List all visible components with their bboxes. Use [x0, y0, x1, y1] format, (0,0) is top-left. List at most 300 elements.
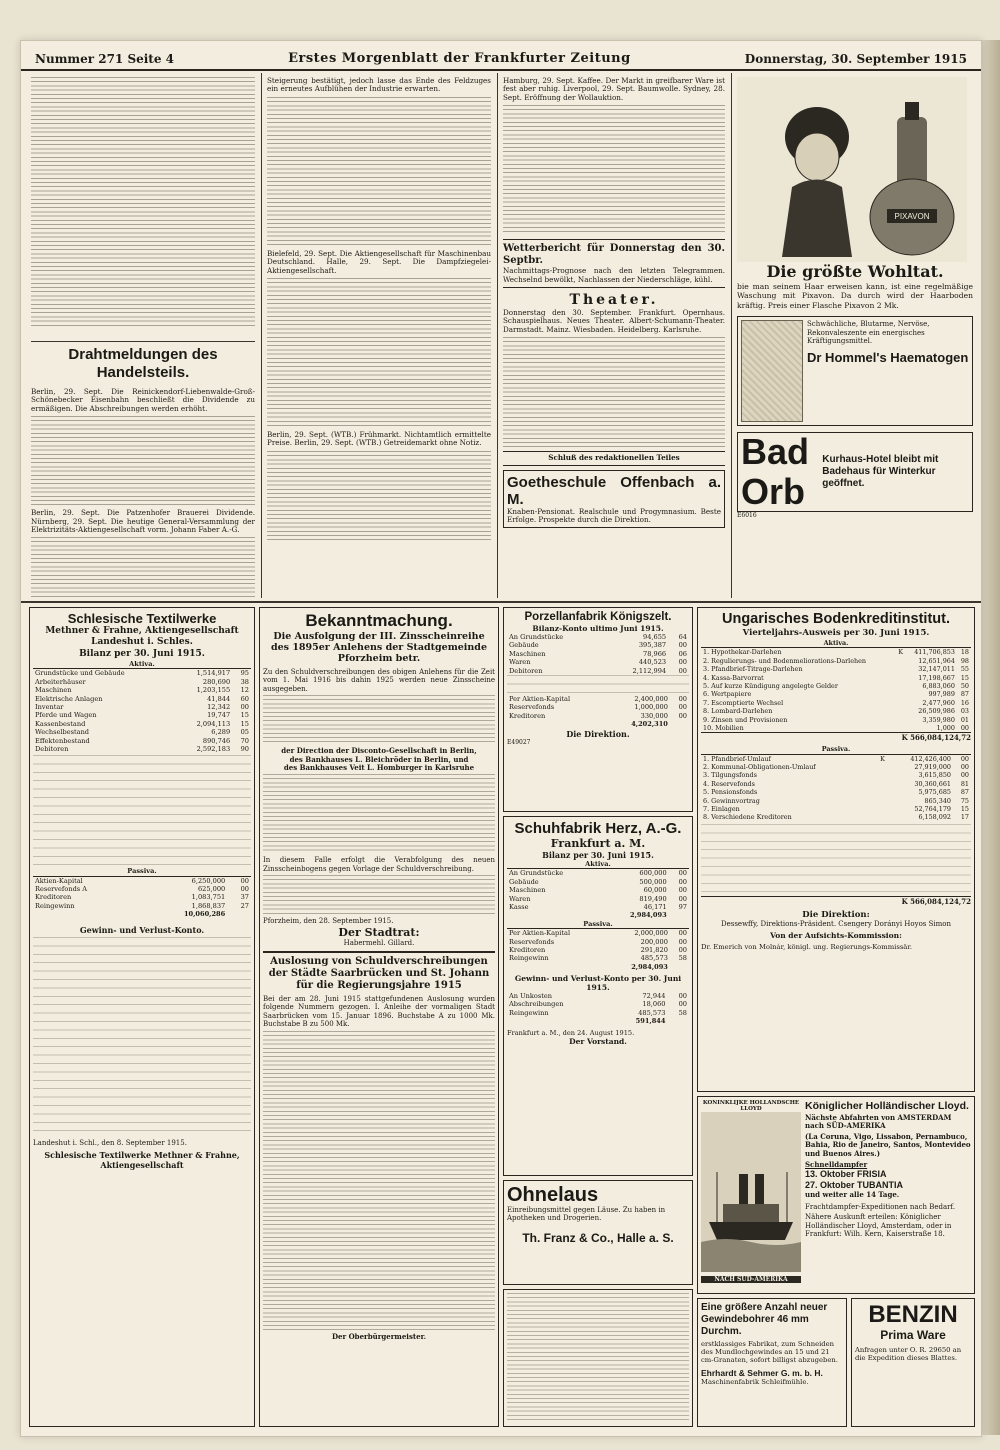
row-value: 00 — [678, 869, 687, 878]
row-value: 06 — [678, 649, 687, 658]
pl-heading: Gewinn- und Verlust-Konto per 30. Juni 1915. — [514, 974, 682, 993]
column-4-ads — [737, 77, 973, 597]
pixavon-caption: Die größte Wohltat. — [766, 262, 944, 281]
commission-signer: Dr. Emerich von Molnár, königl. ung. Regierungs-Kommissär. — [701, 942, 913, 951]
row-value — [874, 771, 887, 779]
row-value: 6,289 — [211, 728, 231, 737]
signatory-names: Habermehl. Gillard. — [343, 938, 415, 947]
notice-title: Bekanntmachung. — [305, 611, 453, 630]
table-row — [33, 669, 251, 678]
table-row — [33, 728, 251, 736]
newspaper-title: Erstes Morgenblatt der Frankfurter Zeitung — [288, 51, 631, 66]
row-label: 5. Auf kurze Kündigung angelegte Gelder — [703, 681, 838, 690]
table-row — [701, 665, 971, 673]
row-value: 87 — [960, 788, 969, 797]
row-label: Debitoren — [509, 666, 543, 675]
row-label: 2. Regulierungs- und Bodenmeliorations-Darlehen — [703, 656, 867, 665]
row-value: 1,000 — [936, 723, 955, 732]
row-value: 12,342 — [207, 702, 231, 711]
company-location: Landeshut i. Schles. — [91, 637, 193, 647]
row-value — [895, 699, 905, 707]
table-row — [701, 788, 971, 796]
misc-classifieds — [503, 1289, 693, 1427]
table-row — [701, 771, 971, 779]
row-value — [895, 665, 905, 673]
row-value: 50 — [960, 681, 969, 690]
column-rule — [261, 73, 262, 598]
balance-heading: Bilanz-Konto ultimo Juni 1915. — [532, 624, 664, 633]
row-value: 440,523 — [638, 658, 667, 667]
benzin-text: Anfragen unter O. R. 29650 an die Expedition dieses Blattes. — [855, 1346, 962, 1363]
departure-item: 13. Oktober FRISIA — [805, 1169, 887, 1180]
row-label: 9. Zinsen und Provisionen — [703, 715, 788, 724]
table-row — [33, 885, 251, 893]
row-label: Elektrische Anlagen — [35, 694, 103, 703]
row-value — [895, 674, 905, 682]
table-row — [507, 903, 689, 911]
table-row — [701, 763, 971, 771]
row-value: 94,655 — [643, 633, 667, 641]
news-paragraph: Bielefeld, 29. Sept. Die Aktiengesellschaft für Maschinenbau Deutschland. Halle, 29. Sept. Die Dampfziegelei-Aktiengesellschaft. — [267, 248, 491, 275]
row-value: 500,000 — [639, 877, 667, 886]
tool-ad-firm: Ehrhardt & Sehmer G. m. b. H. — [701, 1367, 823, 1378]
agent-info: Nähere Auskunft erteilen: Königlicher Holländischer Lloyd, Amsterdam, oder in Frankfurt: Wilh. Kern, Kaiserstraße 18. — [805, 1213, 952, 1239]
row-label: 7. Einlagen — [703, 805, 740, 814]
row-value: 395,387 — [638, 641, 667, 650]
row-label: 3. Tilgungsfonds — [703, 771, 757, 780]
table-row — [507, 658, 689, 666]
row-value: 00 — [960, 723, 969, 732]
row-value: 3,359,980 — [922, 715, 955, 724]
row-value: 00 — [678, 992, 687, 1001]
table-total: 591,844 — [635, 1017, 666, 1026]
balance-table-aktiva — [33, 660, 251, 753]
row-value: 00 — [678, 877, 687, 886]
ad-code: E49027 — [507, 738, 531, 746]
product-text: Einreibungsmittel gegen Läuse. Zu haben in Apotheken und Drogerien. — [507, 1206, 666, 1223]
row-value: 64 — [678, 633, 687, 641]
table-row — [507, 869, 689, 878]
row-value: 00 — [678, 929, 687, 938]
row-value: 291,820 — [640, 945, 668, 954]
row-label: Abschreibungen — [509, 1000, 564, 1009]
row-value: 16 — [960, 698, 969, 707]
table-header: Passiva. — [701, 745, 971, 754]
company-location: Frankfurt a. M. — [550, 837, 646, 850]
row-value: 19,747 — [207, 711, 231, 720]
news-paragraph: Berlin, 29. Sept. Die Patzenhofer Brauerei Dividende. Nürnberg, 29. Sept. Die heutige General-Versammlung der Elektrizitäts-Aktiengesellschaft vorm. Johann Faber A.-G. — [31, 508, 255, 535]
row-value: 00 — [678, 886, 687, 895]
table-row — [507, 667, 689, 675]
row-value: 03 — [960, 707, 969, 716]
express-steamer-label: Schnelldampfer — [805, 1160, 868, 1170]
table-row — [701, 657, 971, 665]
row-value: 600,000 — [639, 869, 667, 878]
route-banner: NACH SÜD-AMERIKA — [701, 1276, 801, 1283]
table-row — [507, 895, 689, 903]
editorial-end-note: Schluß des redaktionellen Teiles — [503, 451, 725, 465]
bekanntmachung-notice — [259, 607, 499, 1427]
row-value — [874, 780, 887, 788]
row-value: 00 — [240, 876, 249, 885]
table-header: Passiva. — [33, 867, 251, 876]
row-value: 26,509,986 — [918, 707, 955, 716]
table-total: 4,202,310 — [631, 720, 668, 729]
column-rule — [497, 73, 498, 598]
row-value: 1,000,000 — [634, 703, 668, 712]
news-paragraph: Hamburg, 29. Sept. Kaffee. Der Markt in greifbarer Ware ist fest aber ruhig. Liverpool, 29. Sept. Baumwolle. Sydney, 28. Sept. Eröffnung der Wollauktion. — [503, 77, 725, 102]
lottery-title: Auslosung von Schuldverschreibungen der Städte Saarbrücken und St. Johann für die Regierungsjahre 1915 — [268, 956, 490, 992]
row-value: 58 — [678, 1008, 687, 1017]
row-label: 10. Mobilien — [703, 723, 744, 732]
row-value — [874, 788, 887, 796]
bank-name: des Bankhauses L. Bleichröder in Berlin, und — [289, 754, 469, 764]
notice-place-date: Pforzheim, den 28. September 1915. — [263, 917, 394, 926]
company-title: Schuhfabrik Herz, A.-G. — [514, 820, 682, 837]
table-row — [507, 695, 689, 703]
school-ad-title: Goetheschule Offenbach a. M. — [507, 473, 721, 508]
row-label: Pferde und Wagen — [35, 711, 97, 720]
row-label: Waren — [509, 894, 531, 903]
row-label: Effektenbestand — [35, 736, 90, 745]
table-total: K 566,084,124,72 — [701, 896, 971, 906]
row-label: 1. Pfandbrief-Umlauf — [703, 754, 771, 763]
commission-heading: Von der Aufsichts-Kommission: — [770, 930, 902, 940]
row-value: 00 — [678, 666, 687, 675]
table-row — [507, 1009, 689, 1017]
row-label: 6. Wertpapiere — [703, 690, 752, 699]
balance-table-passiva — [33, 867, 251, 918]
row-label: Per Aktien-Kapital — [509, 694, 571, 703]
row-value: 00 — [678, 945, 687, 954]
row-value: 1,868,837 — [191, 901, 226, 910]
row-value: 41,844 — [207, 694, 231, 703]
row-value: 819,490 — [639, 894, 667, 903]
row-label: Maschinen — [509, 886, 546, 895]
table-row — [33, 893, 251, 901]
row-value: 5,975,685 — [918, 788, 951, 797]
company-title: Ungarisches Bodenkreditinstitut. — [721, 611, 950, 627]
news-paragraph: Berlin, 29. Sept. (WTB.) Frühmarkt. Nichtamtlich ermittelte Preise. Berlin, 29. Sept. (WTB.) Getreidemarkt ohne Notiz. — [267, 430, 491, 448]
hommel-title: Dr Hommel's Haematogen — [807, 350, 969, 365]
row-value: 625,000 — [197, 885, 226, 894]
balance-heading: Bilanz per 30. Juni 1915. — [542, 850, 654, 860]
row-value: 411,706,853 — [914, 648, 955, 657]
table-row — [701, 707, 971, 715]
row-label: Reservefonds — [509, 937, 555, 946]
row-label: Per Aktien-Kapital — [509, 929, 571, 938]
pixavon-illustration — [737, 77, 967, 262]
row-value — [874, 805, 887, 813]
table-row — [33, 686, 251, 694]
row-value: 12,651,964 — [918, 656, 955, 665]
table-header: Passiva. — [507, 920, 689, 929]
row-label: Grundstücke und Gebäude — [35, 669, 125, 678]
table-row — [701, 780, 971, 788]
row-value: 30,360,661 — [914, 779, 951, 788]
table-row — [507, 938, 689, 946]
row-value: 3,615,850 — [918, 771, 951, 780]
table-row — [507, 946, 689, 954]
row-value: 27 — [240, 901, 249, 910]
table-row — [507, 650, 689, 658]
row-value: 2,000,000 — [634, 929, 668, 938]
table-row — [701, 682, 971, 690]
row-label: 5. Pensionsfonds — [703, 788, 758, 797]
tool-ad-firm-sub: Maschinenfabrik Schleifmühle. — [701, 1377, 809, 1386]
table-row — [33, 678, 251, 686]
page-header — [21, 41, 981, 71]
table-total: 2,984,093 — [631, 962, 668, 971]
row-value: 00 — [678, 641, 687, 650]
issue-date: Donnerstag, 30. September 1915 — [744, 52, 967, 66]
row-value: 15 — [240, 711, 249, 720]
ad-code: E6016 — [737, 512, 757, 520]
company-subtitle: Methner & Frahne, Aktiengesellschaft — [45, 626, 239, 636]
tool-ad-text: erstklassiges Fabrikat, zum Schneiden des Mundlochgewindes an 15 und 21 cm-Granaten, sofort billigst abzugeben. — [701, 1340, 838, 1365]
row-value: 865,340 — [924, 796, 951, 805]
row-value — [895, 657, 905, 665]
porzellanfabrik-ad — [503, 607, 693, 812]
notice-subtitle: Die Ausfolgung der III. Zinsscheinreihe des 1895er Anlehens der Stadtgemeinde Pforzheim betr. — [270, 631, 487, 664]
shipping-company-title: Königlicher Holländischer Lloyd. — [805, 1100, 969, 1112]
row-value: 27,919,000 — [914, 763, 951, 772]
row-label: Kreditoren — [509, 945, 546, 954]
theater-listing: Donnerstag den 30. September. Frankfurt. Opernhaus. Schauspielhaus. Neues Theater. Albert-Schumann-Theater. Darmstadt. Mainz. Wiesbaden. Heidelberg. Karlsruhe. — [503, 308, 725, 334]
row-value: 6,158,092 — [918, 813, 951, 822]
row-value: 01 — [960, 715, 969, 724]
row-label: Gebäude — [509, 641, 539, 650]
table-total: K 566,084,124,72 — [701, 732, 971, 742]
departure-frequency: und weiter alle 14 Tage. — [805, 1190, 900, 1200]
bad-orb-text: Kurhaus-Hotel bleibt mit Badehaus für Winterkur geöffnet. — [822, 454, 939, 490]
column-rule — [731, 73, 732, 598]
row-value: 18,060 — [642, 1000, 666, 1009]
row-value: 72,944 — [642, 992, 666, 1001]
direktion-names: Dessewffy, Direktions-Präsident. Csengery Dorányi Hoyos Simon — [720, 919, 951, 928]
weather-text: Nachmittags-Prognose nach den letzten Telegrammen. Wechselnd bewölkt, Nachlassen der Niederschläge, kühl. — [503, 266, 725, 284]
signoff-place: Frankfurt a. M., den 24. August 1915. — [507, 1028, 635, 1037]
column-1 — [31, 77, 255, 597]
news-paragraph: Steigerung bestätigt, jedoch lasse das Ende des Feldzuges ein erneutes Aufblühen der Industrie erwarten. — [267, 77, 491, 94]
lottery-signatory: Der Oberbürgermeister. — [331, 1331, 427, 1341]
row-value: 00 — [678, 703, 687, 712]
row-label: Wechselbestand — [35, 728, 90, 737]
row-value: 81 — [960, 779, 969, 788]
row-value: 485,573 — [640, 954, 668, 963]
row-label: Maschinen — [35, 686, 72, 695]
row-value: 2,094,113 — [196, 719, 231, 728]
row-value: 37 — [240, 893, 249, 902]
row-label: 2. Kommunal-Obligationen-Umlauf — [703, 763, 816, 772]
page-edge — [982, 40, 1000, 1435]
row-value: 60,000 — [643, 886, 667, 895]
row-value: 98 — [960, 656, 969, 665]
row-label: 8. Verschiedene Kreditoren — [703, 813, 792, 822]
company-title: Porzellanfabrik Königszelt. — [524, 611, 672, 623]
row-value: 1,203,155 — [196, 686, 231, 695]
row-value: 18 — [960, 648, 969, 657]
notice-signatory: Der Stadtrat: — [338, 925, 420, 939]
row-value: 05 — [240, 728, 249, 737]
table-row — [507, 712, 689, 720]
row-value: 38 — [240, 677, 249, 686]
notice-text: In diesem Falle erfolgt die Verabfolgung des neuen Zinsscheinbogens gegen Vorlage der Schuldverschreibung. — [263, 856, 495, 873]
row-value — [895, 724, 905, 732]
table-header: Aktiva. — [701, 639, 971, 648]
row-value: 58 — [678, 954, 687, 963]
row-value: 15 — [960, 673, 969, 682]
row-value: 17 — [960, 813, 969, 822]
school-ad-text: Knaben-Pensionat. Realschule und Progymnasium. Beste Erfolge. Prospekte durch die Direktion. — [507, 506, 721, 525]
table-row — [701, 699, 971, 707]
row-label: 3. Pfandbrief-Titrage-Darlehen — [703, 665, 803, 674]
row-label: Reingewinn — [509, 1008, 549, 1017]
departure-item: 27. Oktober TUBANTIA — [805, 1180, 904, 1191]
table-row — [701, 716, 971, 724]
row-value: K — [880, 754, 885, 763]
row-value: 2,592,183 — [196, 744, 231, 753]
row-value — [895, 716, 905, 724]
row-label: 8. Lombard-Darlehen — [703, 707, 773, 716]
pl-heading: Gewinn- und Verlust-Konto. — [79, 924, 205, 935]
row-value: 12 — [240, 686, 249, 695]
row-label: 6. Gewinnvortrag — [703, 796, 760, 805]
row-value: 00 — [960, 763, 969, 772]
row-value — [874, 763, 887, 771]
newspaper-page — [20, 40, 982, 1437]
row-label: Reservefonds — [509, 703, 555, 712]
row-value — [895, 690, 905, 698]
row-label: 4. Kassa-Barvorrat — [703, 673, 764, 682]
row-value: 90 — [240, 744, 249, 753]
manufacturer-name: Th. Franz & Co., Halle a. S. — [522, 1230, 674, 1245]
row-value: 00 — [240, 885, 249, 894]
tool-ad-title: Eine größere Anzahl neuer Gewindebohrer 46 mm Durchm. — [701, 1302, 828, 1337]
row-value: 15 — [240, 719, 249, 728]
row-label: Debitoren — [35, 744, 69, 753]
steamship-illustration — [701, 1112, 801, 1272]
table-row — [507, 703, 689, 711]
row-value: 00 — [960, 771, 969, 780]
row-value: 00 — [678, 694, 687, 703]
table-row — [507, 929, 689, 938]
row-label: Reingewinn — [35, 901, 75, 910]
report-heading: Vierteljahrs-Ausweis per 30. Juni 1915. — [742, 628, 930, 638]
row-value: 78,966 — [643, 649, 667, 658]
news-paragraph: Berlin, 29. Sept. Die Reinickendorf-Liebenwalde-Groß-Schönebecker Eisenbahn beschließt die Dividende zu ermäßigen. Die Abschreibungen werden erhöht. — [31, 387, 255, 413]
row-value: 00 — [678, 1000, 687, 1009]
row-label: 4. Reservefonds — [703, 779, 755, 788]
row-label: An Unkosten — [509, 992, 553, 1001]
row-value — [895, 707, 905, 715]
row-value: 412,426,400 — [910, 754, 951, 763]
benzin-title: BENZIN — [868, 1301, 958, 1328]
bank-name: der Direction der Disconto-Gesellschaft in Berlin, — [281, 746, 477, 756]
signoff-company: Schlesische Textilwerke Methner & Frahne, Aktiengesellschaft — [44, 1149, 240, 1170]
row-value: 1,514,917 — [196, 669, 231, 678]
page-number-label: Nummer 271 Seite 4 — [35, 52, 175, 66]
row-label: An Grundstücke — [509, 869, 564, 878]
row-value: 00 — [240, 702, 249, 711]
row-value: 95 — [240, 669, 249, 678]
schlesische-textilwerke-ad — [29, 607, 255, 1427]
notice-text: Zu den Schuldverschreibungen des obigen Anlehens für die Zeit vom 1. Mai 1916 bis dahin 1925 werden neue Zinsscheine ausgegeben. — [263, 668, 495, 693]
table-row — [507, 992, 689, 1000]
table-row — [33, 720, 251, 728]
row-value: 17,198,667 — [918, 673, 955, 682]
table-row — [507, 633, 689, 641]
market-report-text — [31, 77, 255, 337]
row-label: Maschinen — [509, 649, 546, 658]
row-label: Kreditoren — [35, 893, 72, 902]
row-value: 200,000 — [640, 937, 668, 946]
row-value: 6,883,060 — [922, 681, 955, 690]
row-value: 32,147,011 — [918, 665, 955, 674]
row-value: 485,573 — [638, 1008, 666, 1017]
table-row — [33, 703, 251, 711]
ship-line-name: KONINKLIJKE HOLLANDSCHE LLOYD — [702, 1100, 800, 1112]
row-value: 00 — [960, 754, 969, 763]
table-row — [33, 711, 251, 719]
ports-list: (La Coruna, Vigo, Lissabon, Pernambuco, Bahia, Rio de Janeiro, Santos, Montevideo und Buenos Aires.) — [805, 1131, 971, 1158]
table-row — [701, 754, 971, 763]
hommel-text: Schwächliche, Blutarme, Nervöse, Rekonvaleszente ein energisches Kräftigungsmittel. — [807, 320, 930, 346]
column-2 — [267, 77, 491, 597]
row-value: 2,112,994 — [632, 666, 667, 675]
bottle-label: PIXAVON — [894, 212, 930, 221]
row-value: 97 — [678, 902, 687, 911]
schuhfabrik-herz-ad — [503, 816, 693, 1176]
row-label: Reingewinn — [509, 954, 549, 963]
row-label: Aktien-Kapital — [35, 876, 83, 885]
row-label: Arbeiterhäuser — [35, 677, 86, 686]
signoff-place: Landeshut i. Schl., den 8. September 1915. — [33, 1138, 187, 1147]
column-3 — [503, 77, 725, 597]
row-value: 55 — [960, 665, 969, 674]
row-value: 2,477,960 — [922, 698, 955, 707]
pixavon-drawing — [737, 77, 967, 262]
table-row — [701, 813, 971, 821]
row-label: Kreditoren — [509, 711, 546, 720]
row-value: 00 — [678, 711, 687, 720]
row-value: 75 — [960, 796, 969, 805]
table-row — [701, 805, 971, 813]
row-value: 6,250,000 — [191, 876, 226, 885]
row-value: 00 — [678, 658, 687, 667]
table-total: 10,060,286 — [183, 910, 226, 919]
theater-heading: Theater. — [569, 292, 659, 309]
ungarisches-bodenkreditinstitut-ad — [697, 607, 975, 1092]
table-row — [701, 724, 971, 732]
row-value: 70 — [240, 736, 249, 745]
table-row — [33, 745, 251, 753]
company-title: Schlesische Textilwerke — [67, 611, 217, 626]
section-divider — [21, 601, 981, 603]
row-value: 890,746 — [202, 736, 231, 745]
lloyd-shipping-ad — [697, 1096, 975, 1294]
row-value — [895, 682, 905, 690]
table-row — [507, 886, 689, 894]
table-total: 2,984,093 — [629, 911, 667, 920]
row-label: 7. Escomptierte Wechsel — [703, 698, 784, 707]
row-label: Reservefonds A — [35, 885, 88, 894]
row-label: 1. Hypothekar-Darlehen — [703, 648, 782, 657]
row-value: K — [898, 648, 904, 657]
product-title: Ohnelaus — [507, 1184, 599, 1206]
row-value: 00 — [678, 937, 687, 946]
table-row — [701, 690, 971, 698]
